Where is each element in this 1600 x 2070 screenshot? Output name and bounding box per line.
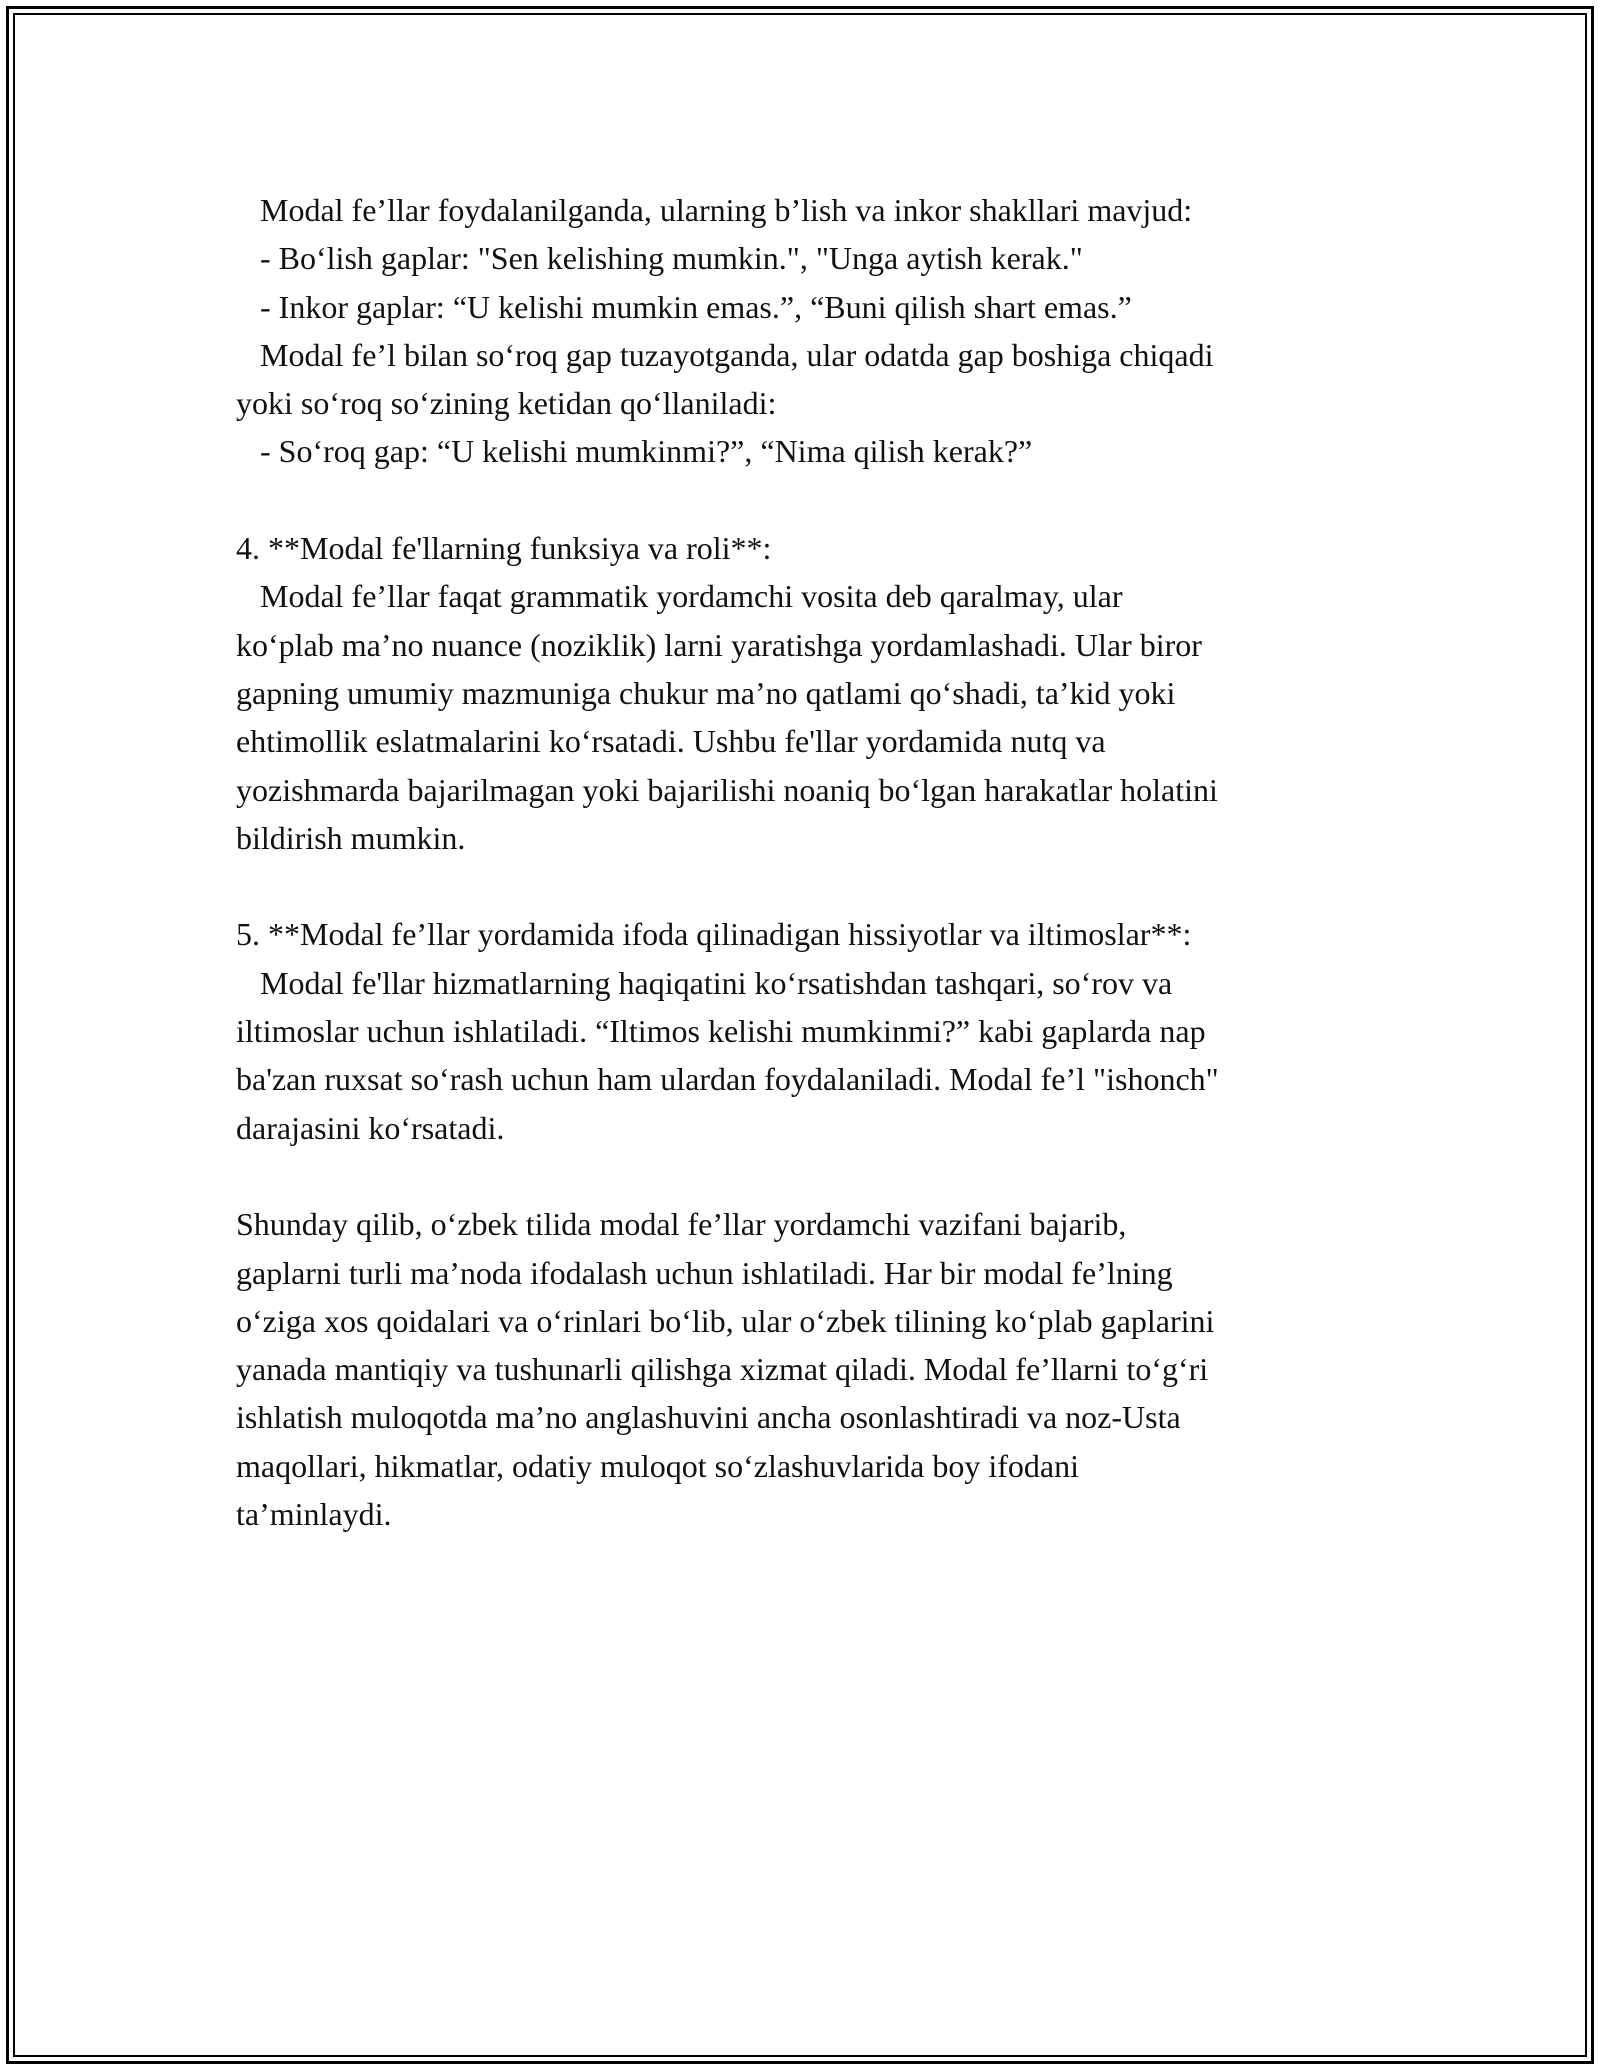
paragraph-spacer [236,1152,1376,1200]
text-line: iltimoslar uchun ishlatiladi. “Iltimos kelishi mumkinmi?” kabi gaplarda nap [236,1013,1206,1050]
text-line: ba'zan ruxsat so‘rash uchun ham ulardan foydalaniladi. Modal fe’l "ishonch" [236,1061,1219,1098]
text-line: yanada mantiqiy va tushunarli qilishga xizmat qiladi. Modal fe’llarni to‘g‘ri [236,1351,1209,1388]
paragraph-modal-forms [236,186,1376,476]
text-line: Shunday qilib, o‘zbek tilida modal fe’llar yordamchi vazifani bajarib, [236,1206,1127,1243]
text-line: ishlatish muloqotda ma’no anglashuvini ancha osonlashtiradi va noz-Usta [236,1399,1181,1436]
text-line: yoki so‘roq so‘zining ketidan qo‘llaniladi: [236,385,777,422]
text-line: ta’minlaydi. [236,1496,392,1533]
text-line: ko‘plab ma’no nuance (noziklik) larni yaratishga yordamlashadi. Ular biror [236,626,1202,663]
text-line: - Inkor gaplar: “U kelishi mumkin emas.”, “Buni qilish shart emas.” [236,288,1132,325]
text-line: Modal fe’llar foydalanilganda, ularning b’lish va inkor shakllari mavjud: [236,192,1193,228]
text-line: ehtimollik eslatmalarini ko‘rsatadi. Ushbu fe'llar yordamida nutq va [236,723,1106,760]
text-line: gaplarni turli ma’noda ifodalash uchun ishlatiladi. Har bir modal fe’lning [236,1254,1173,1291]
text-line: - So‘roq gap: “U kelishi mumkinmi?”, “Nima qilish kerak?” [236,433,1033,470]
section-heading: 4. **Modal fe'llarning funksiya va roli**: [236,530,772,567]
text-line: gapning umumiy mazmuniga chukur ma’no qatlami qo‘shadi, ta’kid yoki [236,674,1176,711]
text-line: Modal fe’l bilan so‘roq gap tuzayotganda, ular odatda gap boshiga chiqadi [236,336,1214,373]
section-5-emotions-and-requests [236,910,1376,1151]
paragraph-spacer [236,862,1376,910]
paragraph-conclusion [236,1200,1376,1538]
text-line: bildirish mumkin. [236,819,466,856]
text-line: Modal fe'llar hizmatlarning haqiqatini ko‘rsatishdan tashqari, so‘rov va [236,964,1173,1001]
section-heading: 5. **Modal fe’llar yordamida ifoda qilinadigan hissiyotlar va iltimoslar**: [236,916,1192,953]
document-body [236,186,1376,1538]
text-line: o‘ziga xos qoidalari va o‘rinlari bo‘lib, ular o‘zbek tilining ko‘plab gaplarini [236,1302,1215,1339]
section-4-function-and-role [236,524,1376,862]
text-line: yozishmarda bajarilmagan yoki bajarilishi noaniq bo‘lgan harakatlar holatini [236,771,1218,808]
text-line: maqollari, hikmatlar, odatiy muloqot so‘zlashuvlarida boy ifodani [236,1447,1079,1484]
text-line: Modal fe’llar faqat grammatik yordamchi vosita deb qaralmay, ular [236,578,1123,615]
paragraph-spacer [236,476,1376,524]
text-line: darajasini ko‘rsatadi. [236,1109,505,1146]
text-line: - Bo‘lish gaplar: "Sen kelishing mumkin.", "Unga aytish kerak." [236,240,1083,277]
